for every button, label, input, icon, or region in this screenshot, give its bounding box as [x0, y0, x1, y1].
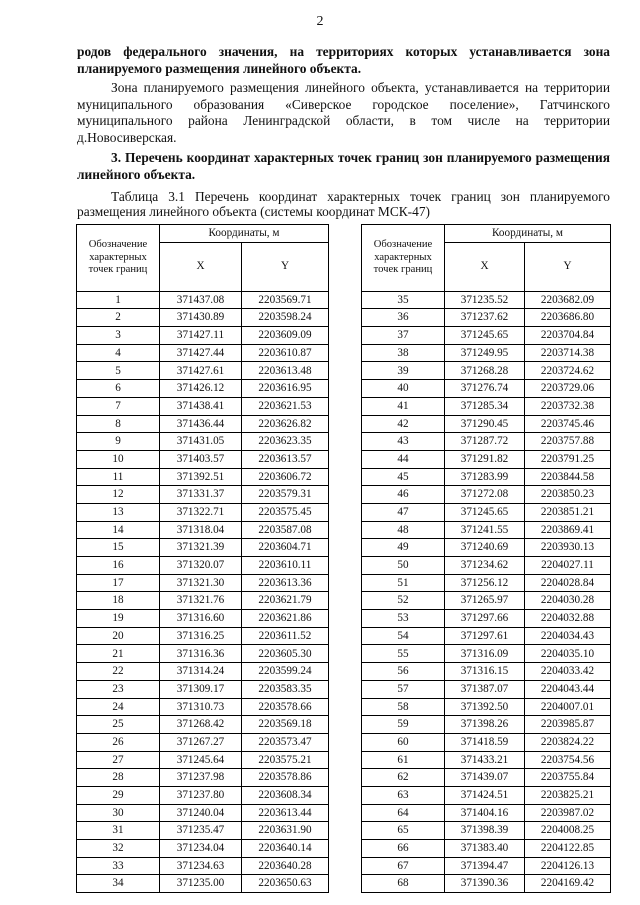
cell-point: 38 — [362, 344, 445, 362]
table-row — [77, 804, 329, 822]
cell-y: 2204169.42 — [525, 875, 611, 893]
table-row — [362, 557, 611, 575]
cell-x: 371235.47 — [160, 822, 242, 840]
table-row — [77, 769, 329, 787]
cell-x: 371430.89 — [160, 309, 242, 327]
cell-point: 19 — [77, 610, 160, 628]
cell-point: 30 — [77, 804, 160, 822]
table-row — [77, 309, 329, 327]
cell-x: 371437.08 — [160, 291, 242, 309]
cell-y: 2203573.47 — [242, 733, 329, 751]
table-row — [362, 698, 611, 716]
cell-x: 371394.47 — [445, 857, 525, 875]
table-row — [77, 592, 329, 610]
table-row — [362, 716, 611, 734]
cell-x: 371291.82 — [445, 450, 525, 468]
table-row — [362, 733, 611, 751]
cell-x: 371426.12 — [160, 380, 242, 398]
table-row — [77, 822, 329, 840]
table-row — [77, 840, 329, 858]
table-row — [362, 344, 611, 362]
table-caption: Таблица 3.1 Перечень координат характерных точек границ зон планируемого размещения линейного объекта (системы координат МСК-47) — [77, 189, 610, 219]
cell-x: 371392.50 — [445, 698, 525, 716]
table-row — [77, 415, 329, 433]
header-coords: Координаты, м — [160, 225, 329, 243]
table-row — [77, 380, 329, 398]
table-row — [362, 857, 611, 875]
cell-point: 4 — [77, 344, 160, 362]
cell-point: 64 — [362, 804, 445, 822]
cell-x: 371285.34 — [445, 397, 525, 415]
cell-y: 2203682.09 — [525, 291, 611, 309]
cell-x: 371321.30 — [160, 574, 242, 592]
cell-point: 61 — [362, 751, 445, 769]
cell-point: 48 — [362, 521, 445, 539]
cell-y: 2203631.90 — [242, 822, 329, 840]
cell-x: 371318.04 — [160, 521, 242, 539]
cell-x: 371387.07 — [445, 680, 525, 698]
table-row — [362, 291, 611, 309]
table-row — [77, 344, 329, 362]
cell-x: 371320.07 — [160, 557, 242, 575]
cell-point: 27 — [77, 751, 160, 769]
cell-y: 2203599.24 — [242, 663, 329, 681]
cell-y: 2203578.66 — [242, 698, 329, 716]
cell-y: 2203579.31 — [242, 486, 329, 504]
table-row — [77, 610, 329, 628]
cell-point: 65 — [362, 822, 445, 840]
cell-y: 2203626.82 — [242, 415, 329, 433]
cell-y: 2203754.56 — [525, 751, 611, 769]
table-row — [77, 786, 329, 804]
table-row — [77, 450, 329, 468]
cell-point: 44 — [362, 450, 445, 468]
cell-y: 2203824.22 — [525, 733, 611, 751]
table-row — [77, 645, 329, 663]
cell-x: 371316.15 — [445, 663, 525, 681]
cell-y: 2203745.46 — [525, 415, 611, 433]
table-row — [362, 769, 611, 787]
cell-x: 371235.52 — [445, 291, 525, 309]
cell-x: 371427.11 — [160, 327, 242, 345]
cell-y: 2204032.88 — [525, 610, 611, 628]
header-point: Обозначение характерных точек границ — [77, 225, 160, 292]
cell-x: 371235.00 — [160, 875, 242, 893]
table-row — [77, 503, 329, 521]
table-row — [362, 645, 611, 663]
cell-y: 2203825.21 — [525, 786, 611, 804]
paragraph-zone: Зона планируемого размещения линейного объекта, устанавливается на территории муниципального образования «Сиверское городское поселение», Гатчинского муниципального района Ленинградской области, в том числе на территории д.Новосиверская. — [77, 80, 610, 145]
cell-y: 2204126.13 — [525, 857, 611, 875]
cell-y: 2203987.02 — [525, 804, 611, 822]
paragraph-continuation: родов федерального значения, на территориях которых устанавливается зона планируемого размещения линейного объекта. — [77, 44, 610, 76]
cell-y: 2203729.06 — [525, 380, 611, 398]
cell-point: 62 — [362, 769, 445, 787]
cell-x: 371390.36 — [445, 875, 525, 893]
cell-x: 371245.65 — [445, 327, 525, 345]
header-coords: Координаты, м — [445, 225, 611, 243]
cell-x: 371234.63 — [160, 857, 242, 875]
cell-point: 15 — [77, 539, 160, 557]
cell-point: 18 — [77, 592, 160, 610]
cell-x: 371249.95 — [445, 344, 525, 362]
cell-y: 2203583.35 — [242, 680, 329, 698]
cell-y: 2203613.48 — [242, 362, 329, 380]
cell-point: 34 — [77, 875, 160, 893]
table-row — [362, 503, 611, 521]
cell-point: 3 — [77, 327, 160, 345]
table-row — [362, 486, 611, 504]
header-y: Y — [525, 242, 611, 291]
cell-y: 2203575.45 — [242, 503, 329, 521]
cell-y: 2204043.44 — [525, 680, 611, 698]
table-row — [362, 840, 611, 858]
table-row — [362, 610, 611, 628]
cell-y: 2203613.36 — [242, 574, 329, 592]
cell-point: 1 — [77, 291, 160, 309]
header-x: X — [445, 242, 525, 291]
cell-y: 2203608.34 — [242, 786, 329, 804]
cell-point: 25 — [77, 716, 160, 734]
cell-y: 2203604.71 — [242, 539, 329, 557]
table-row — [77, 627, 329, 645]
cell-x: 371404.16 — [445, 804, 525, 822]
cell-y: 2203869.41 — [525, 521, 611, 539]
cell-y: 2203985.87 — [525, 716, 611, 734]
cell-x: 371265.97 — [445, 592, 525, 610]
table-row — [362, 751, 611, 769]
cell-point: 28 — [77, 769, 160, 787]
cell-point: 39 — [362, 362, 445, 380]
table-row — [77, 486, 329, 504]
table-row — [362, 592, 611, 610]
cell-x: 371267.27 — [160, 733, 242, 751]
cell-point: 21 — [77, 645, 160, 663]
cell-x: 371245.65 — [445, 503, 525, 521]
cell-y: 2204028.84 — [525, 574, 611, 592]
table-row — [77, 397, 329, 415]
cell-x: 371309.17 — [160, 680, 242, 698]
cell-point: 16 — [77, 557, 160, 575]
cell-y: 2203611.52 — [242, 627, 329, 645]
cell-x: 371240.04 — [160, 804, 242, 822]
cell-y: 2203850.23 — [525, 486, 611, 504]
table-row — [362, 397, 611, 415]
table-row — [77, 521, 329, 539]
cell-y: 2203930.13 — [525, 539, 611, 557]
cell-x: 371234.04 — [160, 840, 242, 858]
cell-x: 371283.99 — [445, 468, 525, 486]
cell-y: 2204007.01 — [525, 698, 611, 716]
cell-y: 2203704.84 — [525, 327, 611, 345]
cell-point: 49 — [362, 539, 445, 557]
cell-point: 33 — [77, 857, 160, 875]
cell-point: 37 — [362, 327, 445, 345]
cell-point: 54 — [362, 627, 445, 645]
cell-y: 2203621.79 — [242, 592, 329, 610]
table-row — [77, 733, 329, 751]
table-body-left — [77, 291, 329, 892]
cell-y: 2203610.87 — [242, 344, 329, 362]
section-heading: 3. Перечень координат характерных точек границ зон планируемого размещения линейного объекта. — [77, 150, 610, 182]
cell-x: 371316.36 — [160, 645, 242, 663]
table-row — [77, 751, 329, 769]
table-row — [362, 468, 611, 486]
cell-point: 52 — [362, 592, 445, 610]
cell-y: 2203791.25 — [525, 450, 611, 468]
cell-x: 371316.09 — [445, 645, 525, 663]
cell-y: 2203587.08 — [242, 521, 329, 539]
cell-x: 371403.57 — [160, 450, 242, 468]
cell-point: 32 — [77, 840, 160, 858]
cell-point: 57 — [362, 680, 445, 698]
cell-y: 2203605.30 — [242, 645, 329, 663]
cell-point: 23 — [77, 680, 160, 698]
cell-x: 371297.61 — [445, 627, 525, 645]
cell-point: 17 — [77, 574, 160, 592]
table-row — [77, 663, 329, 681]
cell-x: 371331.37 — [160, 486, 242, 504]
cell-y: 2203569.71 — [242, 291, 329, 309]
cell-y: 2204035.10 — [525, 645, 611, 663]
cell-point: 66 — [362, 840, 445, 858]
cell-point: 35 — [362, 291, 445, 309]
cell-x: 371268.28 — [445, 362, 525, 380]
table-row — [362, 804, 611, 822]
cell-x: 371427.44 — [160, 344, 242, 362]
cell-y: 2204030.28 — [525, 592, 611, 610]
table-row — [362, 327, 611, 345]
cell-y: 2204033.42 — [525, 663, 611, 681]
cell-x: 371276.74 — [445, 380, 525, 398]
header-y: Y — [242, 242, 329, 291]
header-x: X — [160, 242, 242, 291]
cell-point: 26 — [77, 733, 160, 751]
table-row — [77, 857, 329, 875]
cell-y: 2204008.25 — [525, 822, 611, 840]
cell-x: 371316.25 — [160, 627, 242, 645]
cell-point: 67 — [362, 857, 445, 875]
cell-y: 2203610.11 — [242, 557, 329, 575]
table-row — [77, 433, 329, 451]
table-row — [77, 362, 329, 380]
cell-x: 371240.69 — [445, 539, 525, 557]
cell-x: 371392.51 — [160, 468, 242, 486]
cell-point: 2 — [77, 309, 160, 327]
cell-point: 6 — [77, 380, 160, 398]
cell-point: 63 — [362, 786, 445, 804]
table-row — [77, 574, 329, 592]
cell-y: 2203755.84 — [525, 769, 611, 787]
table-row — [362, 680, 611, 698]
table-row — [362, 822, 611, 840]
table-row — [362, 875, 611, 893]
cell-point: 55 — [362, 645, 445, 663]
cell-y: 2204027.11 — [525, 557, 611, 575]
cell-y: 2203613.57 — [242, 450, 329, 468]
cell-x: 371427.61 — [160, 362, 242, 380]
table-row — [77, 698, 329, 716]
cell-x: 371237.62 — [445, 309, 525, 327]
table-row — [362, 786, 611, 804]
cell-point: 36 — [362, 309, 445, 327]
cell-point: 53 — [362, 610, 445, 628]
cell-point: 68 — [362, 875, 445, 893]
cell-x: 371438.41 — [160, 397, 242, 415]
cell-x: 371431.05 — [160, 433, 242, 451]
cell-x: 371272.08 — [445, 486, 525, 504]
cell-x: 371383.40 — [445, 840, 525, 858]
cell-y: 2203732.38 — [525, 397, 611, 415]
cell-x: 371439.07 — [445, 769, 525, 787]
cell-y: 2203606.72 — [242, 468, 329, 486]
cell-point: 20 — [77, 627, 160, 645]
table-row — [362, 574, 611, 592]
table-row — [362, 663, 611, 681]
table-row — [77, 716, 329, 734]
page-number: 2 — [316, 14, 324, 29]
cell-point: 22 — [77, 663, 160, 681]
cell-x: 371310.73 — [160, 698, 242, 716]
cell-point: 60 — [362, 733, 445, 751]
cell-point: 42 — [362, 415, 445, 433]
cell-point: 24 — [77, 698, 160, 716]
cell-x: 371433.21 — [445, 751, 525, 769]
cell-point: 8 — [77, 415, 160, 433]
cell-point: 45 — [362, 468, 445, 486]
cell-point: 5 — [77, 362, 160, 380]
cell-x: 371314.24 — [160, 663, 242, 681]
cell-point: 29 — [77, 786, 160, 804]
cell-y: 2203621.53 — [242, 397, 329, 415]
cell-x: 371268.42 — [160, 716, 242, 734]
cell-y: 2203621.86 — [242, 610, 329, 628]
cell-x: 371398.26 — [445, 716, 525, 734]
table-row — [77, 539, 329, 557]
cell-y: 2203598.24 — [242, 309, 329, 327]
cell-y: 2204122.85 — [525, 840, 611, 858]
table-row — [362, 450, 611, 468]
table-row — [77, 875, 329, 893]
table-row — [362, 627, 611, 645]
table-row — [362, 433, 611, 451]
cell-x: 371290.45 — [445, 415, 525, 433]
table-row — [77, 557, 329, 575]
cell-y: 2203569.18 — [242, 716, 329, 734]
cell-x: 371398.39 — [445, 822, 525, 840]
cell-y: 2203757.88 — [525, 433, 611, 451]
cell-point: 46 — [362, 486, 445, 504]
cell-x: 371418.59 — [445, 733, 525, 751]
cell-y: 2203623.35 — [242, 433, 329, 451]
cell-y: 2203844.58 — [525, 468, 611, 486]
table-row — [77, 468, 329, 486]
table-row — [362, 362, 611, 380]
cell-point: 14 — [77, 521, 160, 539]
cell-x: 371424.51 — [445, 786, 525, 804]
cell-point: 40 — [362, 380, 445, 398]
cell-x: 371241.55 — [445, 521, 525, 539]
cell-point: 43 — [362, 433, 445, 451]
coordinates-table-left — [76, 224, 329, 893]
cell-y: 2204034.43 — [525, 627, 611, 645]
table-row — [362, 521, 611, 539]
cell-point: 50 — [362, 557, 445, 575]
cell-y: 2203851.21 — [525, 503, 611, 521]
cell-y: 2203724.62 — [525, 362, 611, 380]
table-row — [362, 415, 611, 433]
cell-y: 2203640.14 — [242, 840, 329, 858]
cell-point: 7 — [77, 397, 160, 415]
cell-y: 2203609.09 — [242, 327, 329, 345]
cell-x: 371436.44 — [160, 415, 242, 433]
cell-x: 371237.98 — [160, 769, 242, 787]
cell-point: 9 — [77, 433, 160, 451]
cell-y: 2203613.44 — [242, 804, 329, 822]
cell-point: 47 — [362, 503, 445, 521]
table-row — [77, 327, 329, 345]
cell-y: 2203714.38 — [525, 344, 611, 362]
cell-x: 371322.71 — [160, 503, 242, 521]
table-row — [362, 380, 611, 398]
cell-x: 371297.66 — [445, 610, 525, 628]
cell-point: 31 — [77, 822, 160, 840]
cell-point: 58 — [362, 698, 445, 716]
cell-y: 2203686.80 — [525, 309, 611, 327]
cell-point: 41 — [362, 397, 445, 415]
table-row — [77, 680, 329, 698]
coordinates-table-right — [361, 224, 611, 893]
cell-point: 56 — [362, 663, 445, 681]
cell-x: 371321.39 — [160, 539, 242, 557]
table-row — [362, 539, 611, 557]
cell-point: 51 — [362, 574, 445, 592]
cell-x: 371237.80 — [160, 786, 242, 804]
table-body-right — [362, 291, 611, 892]
cell-x: 371321.76 — [160, 592, 242, 610]
cell-y: 2203575.21 — [242, 751, 329, 769]
cell-point: 12 — [77, 486, 160, 504]
cell-y: 2203578.86 — [242, 769, 329, 787]
cell-point: 10 — [77, 450, 160, 468]
cell-x: 371245.64 — [160, 751, 242, 769]
cell-y: 2203640.28 — [242, 857, 329, 875]
table-row — [77, 291, 329, 309]
cell-point: 13 — [77, 503, 160, 521]
cell-x: 371234.62 — [445, 557, 525, 575]
cell-x: 371256.12 — [445, 574, 525, 592]
cell-point: 59 — [362, 716, 445, 734]
header-point: Обозначение характерных точек границ — [362, 225, 445, 292]
cell-x: 371316.60 — [160, 610, 242, 628]
cell-y: 2203616.95 — [242, 380, 329, 398]
cell-point: 11 — [77, 468, 160, 486]
table-row — [362, 309, 611, 327]
cell-y: 2203650.63 — [242, 875, 329, 893]
cell-x: 371287.72 — [445, 433, 525, 451]
